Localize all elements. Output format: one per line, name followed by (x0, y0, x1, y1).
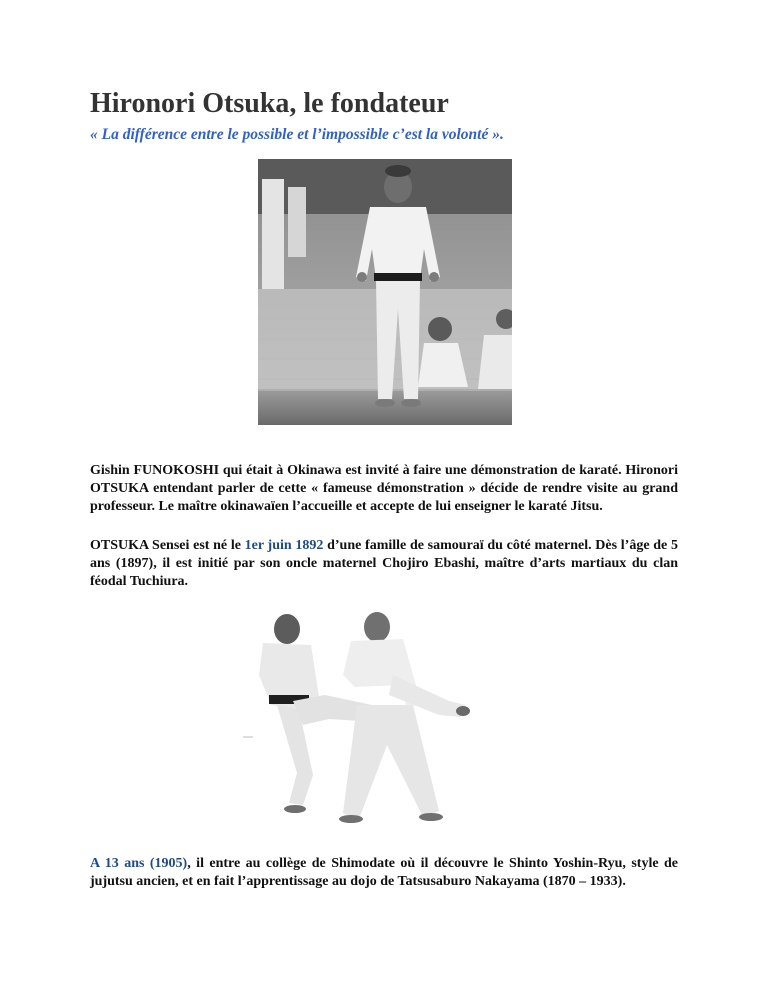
paragraph-funakoshi: Gishin FUNOKOSHI qui était à Okinawa est invité à faire une démonstration de karaté. Hironori OTSUKA entendant parler de cette « fameuse démonstration » décide de rendre visite au grand professeur. Le maître okinawaïen l’accueille et accepte de lui enseigner le karaté Jitsu. (90, 463, 678, 514)
photo-sparring (243, 605, 476, 845)
quote: « La différence entre le possible et l’impossible c’est la volonté ». (90, 126, 504, 143)
age-highlight: A 13 ans (1905) (90, 856, 188, 871)
paragraph-college-rest: , il entre au collège de Shimodate où il découvre le Shinto Yoshin-Ryu, style de jujutsu ancien, et en fait l’apprentissage au dojo de Tatsusaburo Nakayama (1870 – 1933). (90, 856, 679, 889)
paragraph-birth-rest: d’une famille de samouraï du côté maternel. Dès l’âge de 5 ans (1897), il est initié par son oncle maternel Chojiro Ebashi, maître d’arts martiaux du clan féodal Tuchiura. (90, 538, 678, 589)
paragraph-birth (90, 537, 678, 591)
paragraph-birth-intro: OTSUKA Sensei est né le (90, 538, 245, 553)
page-title: Hironori Otsuka, le fondateur (90, 88, 449, 119)
photo-otsuka-standing (258, 159, 512, 425)
birth-date-highlight: 1er juin 1892 (244, 538, 324, 553)
paragraph-college (90, 855, 678, 891)
